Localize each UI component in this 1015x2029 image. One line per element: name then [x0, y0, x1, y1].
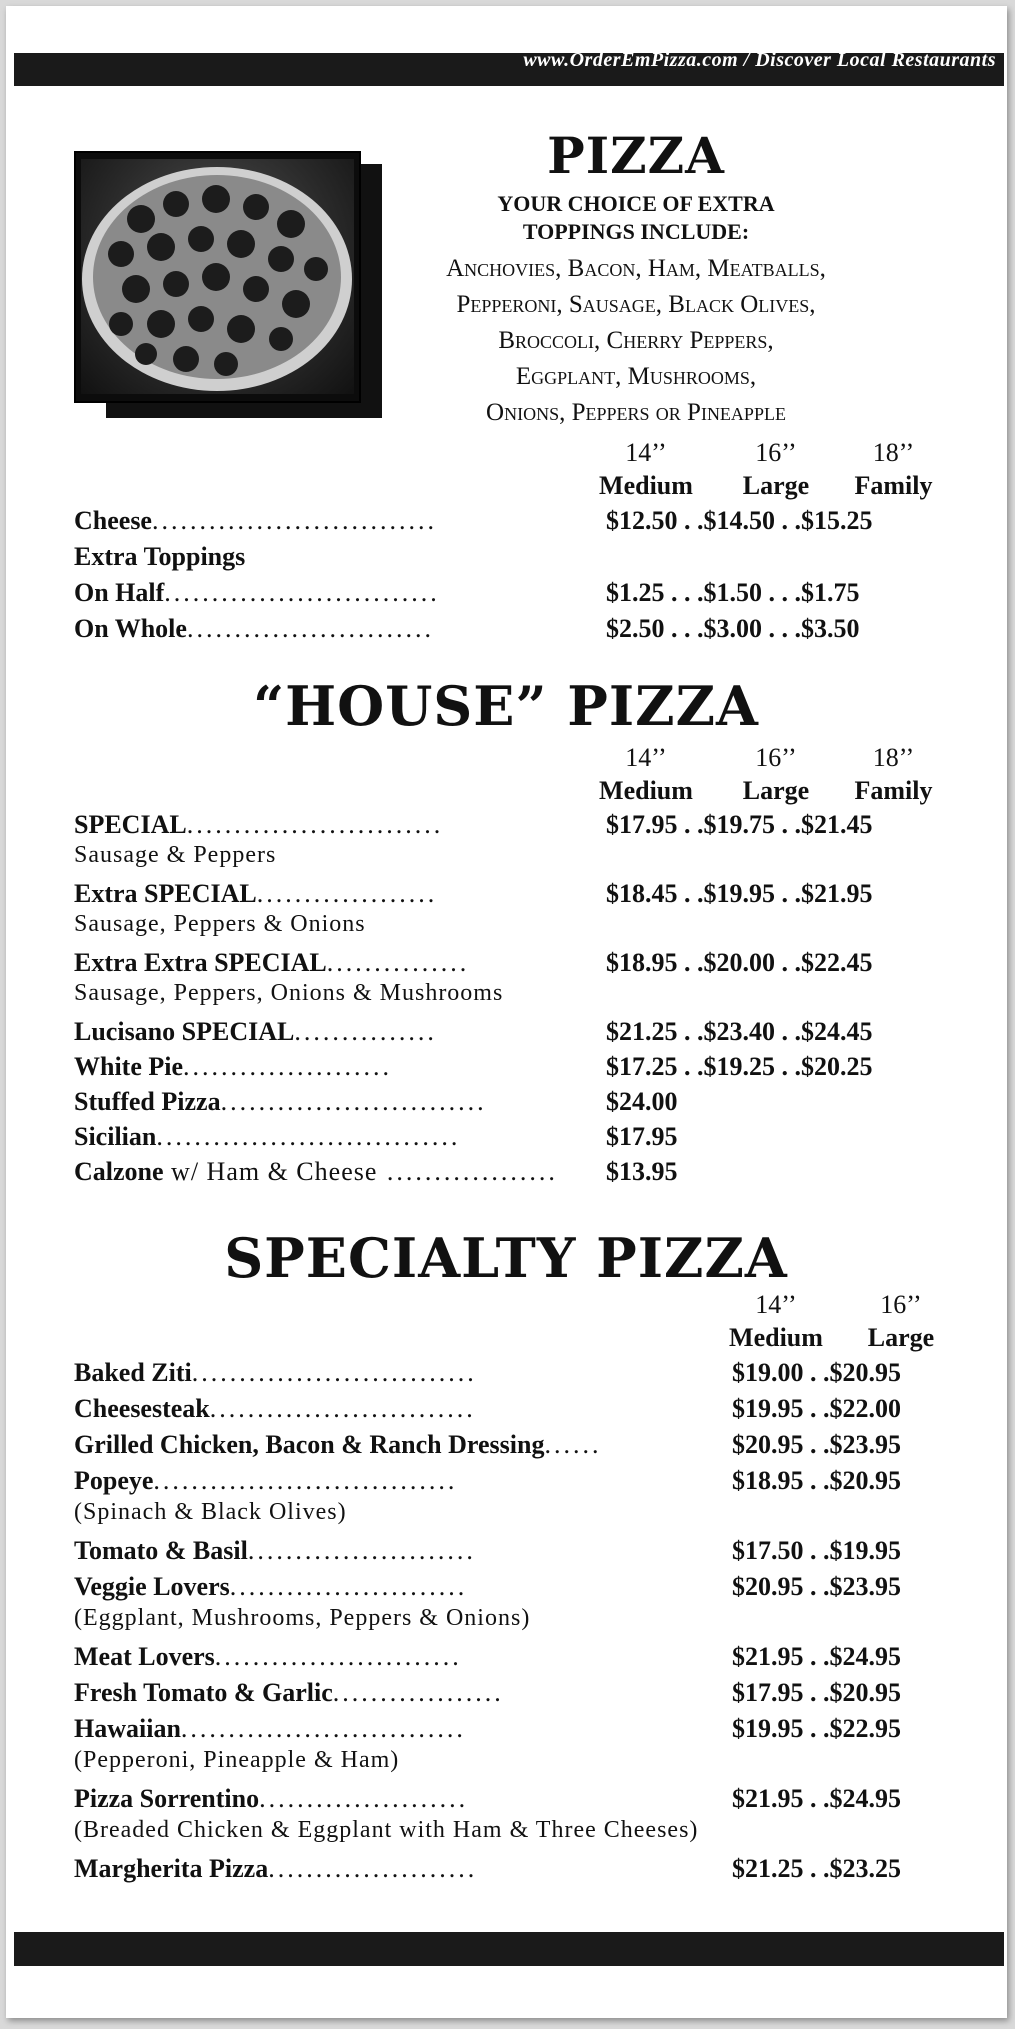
menu-item-prices: $18.95 . .$20.00 . .$22.45 — [606, 948, 873, 977]
menu-item-leader-dots: .......................... — [214, 1642, 462, 1671]
menu-item-leader-dots: ............................. — [164, 578, 440, 607]
menu-item-prices: $17.95 . .$19.75 . .$21.45 — [606, 810, 873, 839]
menu-item-row — [74, 614, 434, 644]
topping-line-4: Eggplant, Mushrooms, — [515, 363, 757, 390]
menu-item-row — [74, 578, 440, 608]
topping-line-5: Onions, Peppers or Pineapple — [486, 399, 786, 426]
menu-item-row — [74, 879, 437, 909]
menu-item-prices: $21.95 . .$24.95 — [732, 1784, 901, 1813]
menu-item-name: Baked Ziti — [74, 1358, 192, 1387]
menu-item-prices: $17.95 . .$20.95 — [732, 1678, 901, 1707]
menu-item-prices: $21.95 . .$24.95 — [732, 1642, 901, 1671]
menu-item-leader-dots: .................. — [332, 1678, 504, 1707]
size-large: 16’’ Large — [742, 438, 810, 500]
topping-line-1: Anchovies, Bacon, Ham, Meatballs, — [446, 255, 826, 282]
menu-item-leader-dots: ............................ — [209, 1394, 476, 1423]
banner-text: www.OrderEmPizza.com / Discover Local Restaurants — [523, 49, 996, 71]
pizza-photo — [74, 151, 384, 426]
menu-item-leader-dots: ...................... — [268, 1854, 478, 1883]
top-banner — [14, 49, 1004, 86]
menu-item-name: Fresh Tomato & Garlic — [74, 1678, 333, 1707]
menu-item-row — [74, 1430, 601, 1460]
house-size-family: 18’’ Family — [854, 743, 933, 805]
menu-item-row — [74, 1017, 437, 1047]
menu-item-name: SPECIAL — [74, 810, 187, 839]
menu-item-prices: $21.25 . .$23.40 . .$24.45 — [606, 1017, 873, 1046]
menu-item-description: (Pepperoni, Pineapple & Ham) — [74, 1747, 400, 1773]
menu-item-row — [74, 1358, 477, 1388]
menu-item-prices: $12.50 . .$14.50 . .$15.25 — [606, 506, 873, 535]
menu-item-name: Pizza Sorrentino — [74, 1784, 260, 1813]
menu-item-leader-dots: ................................ — [156, 1122, 461, 1151]
topping-line-2: Pepperoni, Sausage, Black Olives, — [456, 291, 816, 318]
menu-item-leader-dots: ................................ — [153, 1466, 458, 1495]
menu-item-description: (Eggplant, Mushrooms, Peppers & Onions) — [74, 1605, 531, 1631]
menu-item-leader-dots: .................. — [377, 1157, 558, 1186]
menu-item-prices: $17.25 . .$19.25 . .$20.25 — [606, 1052, 873, 1081]
menu-page — [6, 6, 1007, 2018]
menu-item-name: Veggie Lovers — [74, 1572, 230, 1601]
menu-item-row — [74, 1536, 476, 1566]
menu-item-prices: $2.50 . . .$3.00 . . .$3.50 — [606, 614, 860, 643]
pepperoni-pizza-image — [81, 159, 354, 394]
menu-item-name: Popeye — [74, 1466, 154, 1495]
menu-item-leader-dots: ...................... — [259, 1784, 469, 1813]
menu-item-prices: $18.95 . .$20.95 — [732, 1466, 901, 1495]
menu-item-prices: $19.95 . .$22.00 — [732, 1394, 901, 1423]
bottom-banner — [14, 1932, 1004, 1966]
menu-item-prices: $1.25 . . .$1.50 . . .$1.75 — [606, 578, 860, 607]
menu-item-leader-dots: .......................... — [186, 614, 434, 643]
menu-item-leader-dots: .............................. — [191, 1358, 477, 1387]
house-size-large: 16’’ Large — [742, 743, 810, 805]
menu-item-row — [74, 1642, 462, 1672]
menu-item-description: Sausage & Peppers — [74, 842, 277, 868]
toppings-heading-line2: TOPPINGS INCLUDE: — [522, 219, 750, 244]
menu-item-row — [74, 1572, 467, 1602]
menu-item-name: Stuffed Pizza — [74, 1087, 221, 1116]
menu-item-name: Lucisano SPECIAL — [74, 1017, 295, 1046]
menu-item-leader-dots: ...................... — [183, 1052, 393, 1081]
menu-item-prices: $19.00 . .$20.95 — [732, 1358, 901, 1387]
menu-item-leader-dots: ................... — [256, 879, 438, 908]
menu-item-name: Margherita Pizza — [74, 1854, 269, 1883]
menu-item-leader-dots: ............................ — [220, 1087, 487, 1116]
menu-item-row — [74, 810, 443, 840]
menu-item-name: Tomato & Basil — [74, 1536, 248, 1565]
menu-item-name: On Half — [74, 578, 165, 607]
menu-item-row — [74, 1678, 504, 1708]
menu-item-leader-dots: .............................. — [180, 1714, 466, 1743]
menu-item-prices: $24.00 — [606, 1087, 678, 1116]
menu-item-row — [74, 1784, 468, 1814]
menu-item-prices: $20.95 . .$23.95 — [732, 1430, 901, 1459]
menu-item-row — [74, 1122, 460, 1152]
topping-line-3: Broccoli, Cherry Peppers, — [498, 327, 774, 354]
menu-item-description: (Spinach & Black Olives) — [74, 1499, 347, 1525]
menu-item-row — [74, 1854, 477, 1884]
photo-frame — [74, 151, 361, 403]
menu-item-name: Meat Lovers — [74, 1642, 215, 1671]
menu-item-row — [74, 1394, 476, 1424]
house-pizza-title: “HOUSE” PIZZA — [253, 674, 759, 738]
menu-item-name: Extra Extra SPECIAL — [74, 948, 327, 977]
menu-item-row — [74, 1052, 392, 1082]
toppings-heading-line1: YOUR CHOICE OF EXTRA — [497, 191, 775, 216]
specialty-size-large: 16’’ Large — [867, 1290, 935, 1352]
menu-item-name: Grilled Chicken, Bacon & Ranch Dressing — [74, 1430, 545, 1459]
menu-item-description: Sausage, Peppers & Onions — [74, 911, 366, 937]
menu-item-prices: $19.95 . .$22.95 — [732, 1714, 901, 1743]
size-medium: 14’’ Medium — [599, 438, 693, 500]
menu-item-leader-dots: .............................. — [151, 506, 437, 535]
menu-item-description: (Breaded Chicken & Eggplant with Ham & Three Cheeses) — [74, 1817, 699, 1843]
menu-item-row — [74, 1157, 558, 1187]
menu-item-name: Sicilian — [74, 1122, 157, 1151]
menu-item-prices: $21.25 . .$23.25 — [732, 1854, 901, 1883]
house-size-medium: 14’’ Medium — [599, 743, 693, 805]
menu-item-prices: $18.45 . .$19.95 . .$21.95 — [606, 879, 873, 908]
menu-item-leader-dots: ......................... — [229, 1572, 468, 1601]
menu-item-description: Sausage, Peppers, Onions & Mushrooms — [74, 980, 504, 1006]
menu-item-leader-dots: ...... — [544, 1430, 602, 1459]
menu-item-row — [74, 506, 437, 536]
menu-item-name: White Pie — [74, 1052, 184, 1081]
menu-item-name: Cheesesteak — [74, 1394, 210, 1423]
menu-item-name: Cheese — [74, 506, 152, 535]
menu-item-leader-dots: ........................ — [247, 1536, 476, 1565]
menu-item-row — [74, 542, 245, 572]
menu-item-prices: $20.95 . .$23.95 — [732, 1572, 901, 1601]
menu-item-name: Calzone — [74, 1157, 164, 1186]
menu-item-extra: w/ Ham & Cheese — [163, 1157, 378, 1186]
menu-item-prices: $17.50 . .$19.95 — [732, 1536, 901, 1565]
menu-item-name: Extra Toppings — [74, 542, 246, 571]
menu-item-row — [74, 1466, 457, 1496]
menu-item-prices: $17.95 — [606, 1122, 678, 1151]
specialty-size-medium: 14’’ Medium — [729, 1290, 823, 1352]
menu-item-leader-dots: ........................... — [186, 810, 444, 839]
menu-item-row — [74, 1087, 487, 1117]
menu-item-leader-dots: ............... — [294, 1017, 437, 1046]
menu-item-row — [74, 1714, 466, 1744]
size-family: 18’’ Family — [854, 438, 933, 500]
menu-item-row — [74, 948, 469, 978]
menu-item-leader-dots: ............... — [326, 948, 470, 977]
menu-item-prices: $13.95 — [606, 1157, 678, 1186]
menu-item-name: On Whole — [74, 614, 187, 643]
menu-item-name: Hawaiian — [74, 1714, 181, 1743]
menu-item-name: Extra SPECIAL — [74, 879, 257, 908]
pizza-title: PIZZA — [547, 126, 725, 185]
specialty-pizza-title: SPECIALTY PIZZA — [224, 1226, 788, 1290]
